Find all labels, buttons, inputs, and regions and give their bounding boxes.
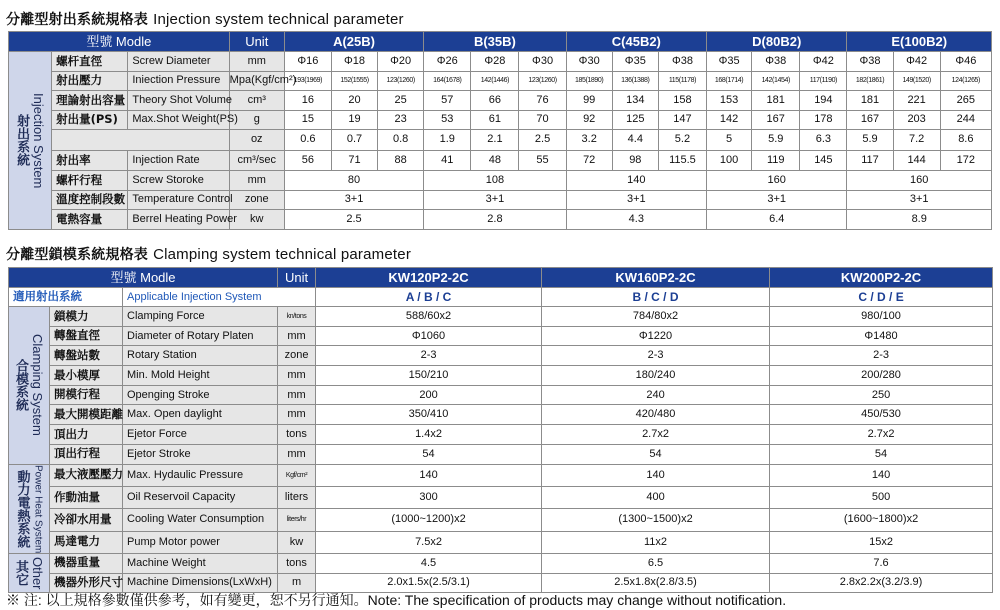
- injection-value-cell: 193(1969): [284, 71, 331, 91]
- injection-row-label-cn: 螺杆行程: [52, 171, 128, 191]
- injection-title-cn: 分離型射出系統規格表: [6, 12, 148, 28]
- injection-value-cell: 134: [612, 91, 658, 111]
- injection-value-cell: Φ38: [752, 52, 800, 72]
- injection-value-cell: 167: [847, 110, 893, 130]
- injection-value-cell: 5.9: [752, 130, 800, 151]
- clamping-value-cell: 2-3: [542, 346, 770, 366]
- clamping-model-2: KW200P2-2C: [770, 268, 993, 288]
- injection-value-cell: Φ38: [658, 52, 706, 72]
- clamping-value-cell: 240: [542, 385, 770, 405]
- clamping-row-label-en: Min. Mold Height: [123, 366, 278, 386]
- table-row: [9, 346, 993, 366]
- injection-value-cell: 181: [752, 91, 800, 111]
- injection-row-unit: oz: [229, 130, 284, 151]
- injection-row-unit: Mpa(Kgf/cm²): [229, 71, 284, 91]
- table-row: [9, 405, 993, 425]
- clamping-row-label-cn: 機器重量: [50, 553, 123, 573]
- injection-row-label-cn: 射出壓力: [52, 71, 128, 91]
- injection-value-cell: 2.8: [424, 210, 566, 230]
- clamping-row-unit: m: [278, 573, 316, 593]
- injection-value-cell: 108: [424, 171, 566, 191]
- injection-value-cell: 72: [566, 150, 612, 171]
- injection-value-cell: 76: [519, 91, 566, 111]
- table-row: [9, 307, 993, 327]
- injection-value-cell: 221: [893, 91, 940, 111]
- clamping-group-label-0: [9, 307, 50, 465]
- clamping-row-label-cn: 作動油量: [50, 486, 123, 508]
- injection-model-3: D(80B2): [707, 32, 847, 52]
- clamping-row-label-cn: 冷卻水用量: [50, 509, 123, 531]
- clamping-value-cell: 200/280: [770, 366, 993, 386]
- injection-value-cell: 172: [940, 150, 991, 171]
- injection-value-cell: 3+1: [284, 190, 423, 210]
- clamping-group-en: Other: [30, 556, 45, 590]
- table-row: [9, 444, 993, 464]
- clamping-header-row: [9, 268, 993, 288]
- injection-value-cell: Φ42: [800, 52, 847, 72]
- injection-row-label-cn: 理論射出容量: [52, 91, 128, 111]
- clamping-row-label-en: Ejetor Stroke: [123, 444, 278, 464]
- clamping-spec-table: [8, 267, 993, 593]
- clamping-row-label-en: Max. Open daylight: [123, 405, 278, 425]
- injection-value-cell: 124(1265): [940, 71, 991, 91]
- injection-value-cell: 92: [566, 110, 612, 130]
- clamping-row-label-cn: 頂出行程: [50, 444, 123, 464]
- clamping-row-label-en: Cooling Water Consumption: [123, 509, 278, 531]
- clamping-value-cell: 2.5x1.8x(2.8/3.5): [542, 573, 770, 593]
- injection-section-title: [6, 9, 404, 29]
- table-row: [9, 486, 993, 508]
- injection-title-en: Injection system technical parameter: [153, 11, 404, 28]
- clamping-value-cell: (1300~1500)x2: [542, 509, 770, 531]
- injection-group-label: [9, 52, 52, 230]
- injection-model-label: 型號 Modle: [9, 32, 230, 52]
- table-row: [9, 91, 992, 111]
- clamping-value-cell: 140: [542, 464, 770, 486]
- clamping-value-cell: 2.8x2.2x(3.2/3.9): [770, 573, 993, 593]
- injection-value-cell: Φ16: [284, 52, 331, 72]
- injection-value-cell: 66: [471, 91, 519, 111]
- clamping-value-cell: Φ1060: [316, 326, 542, 346]
- injection-value-cell: 194: [800, 91, 847, 111]
- table-row: [9, 509, 993, 531]
- injection-model-1: B(35B): [424, 32, 566, 52]
- injection-value-cell: 55: [519, 150, 566, 171]
- injection-row-label-cn: 螺杆直徑: [52, 52, 128, 72]
- clamping-value-cell: 420/480: [542, 405, 770, 425]
- table-row: [9, 210, 992, 230]
- clamping-value-cell: 11x2: [542, 531, 770, 553]
- clamping-row-label-en: Diameter of Rotary Platen: [123, 326, 278, 346]
- clamping-model-label: 型號 Modle: [9, 268, 278, 288]
- injection-value-cell: 0.7: [331, 130, 377, 151]
- injection-row-unit: cm³: [229, 91, 284, 111]
- clamping-value-cell: 150/210: [316, 366, 542, 386]
- clamping-row-label-cn: 馬達電力: [50, 531, 123, 553]
- injection-value-cell: 125: [612, 110, 658, 130]
- clamping-row-unit: tons: [278, 553, 316, 573]
- injection-group-wrap: [9, 93, 51, 188]
- clamping-row-unit: mm: [278, 444, 316, 464]
- clamping-row-label-cn: 機器外形尺寸: [50, 573, 123, 593]
- injection-value-cell: 5.2: [658, 130, 706, 151]
- clamping-value-cell: 980/100: [770, 307, 993, 327]
- clamping-group-cn: 合模系統: [13, 359, 28, 412]
- injection-value-cell: 149(1520): [893, 71, 940, 91]
- injection-value-cell: Φ46: [940, 52, 991, 72]
- injection-value-cell: 185(1890): [566, 71, 612, 91]
- injection-value-cell: 115(1178): [658, 71, 706, 91]
- clamping-row-label-en: Openging Stroke: [123, 385, 278, 405]
- clamping-group-cn: 動力電熱系統: [14, 469, 30, 548]
- injection-value-cell: 142: [707, 110, 752, 130]
- injection-value-cell: 70: [519, 110, 566, 130]
- injection-value-cell: 15: [284, 110, 331, 130]
- injection-value-cell: 98: [612, 150, 658, 171]
- table-row: [9, 385, 993, 405]
- injection-value-cell: 181: [847, 91, 893, 111]
- applicable-injection-row: [9, 288, 993, 307]
- clamping-row-label-cn: 轉盤站數: [50, 346, 123, 366]
- table-row: [9, 52, 992, 72]
- clamping-value-cell: 450/530: [770, 405, 993, 425]
- injection-value-cell: 3+1: [566, 190, 706, 210]
- clamping-row-unit: mm: [278, 385, 316, 405]
- injection-value-cell: 53: [424, 110, 471, 130]
- injection-value-cell: 6.3: [800, 130, 847, 151]
- injection-row-label-en: Theory Shot Volume: [128, 91, 229, 111]
- injection-value-cell: 61: [471, 110, 519, 130]
- injection-value-cell: 57: [424, 91, 471, 111]
- injection-value-cell: 160: [847, 171, 992, 191]
- injection-value-cell: 117: [847, 150, 893, 171]
- clamping-row-unit: kn/tons: [278, 307, 316, 327]
- clamping-value-cell: 54: [770, 444, 993, 464]
- table-row: [9, 71, 992, 91]
- table-row: [9, 150, 992, 171]
- clamping-group-label-1: [9, 464, 50, 553]
- clamping-group-en: Power Heat System: [32, 464, 44, 553]
- clamping-value-cell: Φ1220: [542, 326, 770, 346]
- injection-value-cell: Φ35: [612, 52, 658, 72]
- injection-value-cell: 119: [752, 150, 800, 171]
- clamping-model-1: KW160P2-2C: [542, 268, 770, 288]
- clamping-row-label-en: Machine Dimensions(LxWxH): [123, 573, 278, 593]
- injection-value-cell: 142(1454): [752, 71, 800, 91]
- injection-group-en: Injection System: [31, 92, 47, 188]
- injection-row-unit: mm: [229, 52, 284, 72]
- clamping-value-cell: 54: [316, 444, 542, 464]
- injection-row-unit: mm: [229, 171, 284, 191]
- table-row: [9, 425, 993, 445]
- injection-value-cell: 2.1: [471, 130, 519, 151]
- injection-value-cell: 99: [566, 91, 612, 111]
- injection-value-cell: 153: [707, 91, 752, 111]
- applicable-value-2: C / D / E: [770, 288, 993, 307]
- clamping-value-cell: 2.7x2: [542, 425, 770, 445]
- injection-value-cell: 152(1555): [331, 71, 377, 91]
- clamping-value-cell: 784/80x2: [542, 307, 770, 327]
- injection-value-cell: 3+1: [847, 190, 992, 210]
- clamping-title-en: Clamping system technical parameter: [153, 246, 412, 263]
- clamping-row-unit: Kgf/cm²: [278, 464, 316, 486]
- injection-value-cell: 115.5: [658, 150, 706, 171]
- injection-value-cell: 142(1446): [471, 71, 519, 91]
- injection-value-cell: 16: [284, 91, 331, 111]
- applicable-value-1: B / C / D: [542, 288, 770, 307]
- injection-value-cell: 23: [378, 110, 424, 130]
- injection-unit-label: Unit: [229, 32, 284, 52]
- clamping-row-unit: mm: [278, 366, 316, 386]
- injection-row-label-cn: 射出率: [52, 150, 128, 171]
- injection-value-cell: 3.2: [566, 130, 612, 151]
- clamping-value-cell: 1.4x2: [316, 425, 542, 445]
- injection-value-cell: 1.9: [424, 130, 471, 151]
- injection-value-cell: Φ18: [331, 52, 377, 72]
- clamping-row-unit: mm: [278, 405, 316, 425]
- clamping-row-label-en: Oil Reservoil Capacity: [123, 486, 278, 508]
- injection-value-cell: 56: [284, 150, 331, 171]
- injection-value-cell: 140: [566, 171, 706, 191]
- injection-value-cell: 3+1: [424, 190, 566, 210]
- injection-value-cell: 4.3: [566, 210, 706, 230]
- applicable-label-cn: 適用射出系統: [9, 288, 123, 307]
- injection-row-unit: cm³/sec: [229, 150, 284, 171]
- injection-value-cell: 123(1260): [519, 71, 566, 91]
- clamping-row-label-cn: 最大開模距離: [50, 405, 123, 425]
- injection-row-unit: g: [229, 110, 284, 130]
- table-row: [9, 110, 992, 130]
- table-row: [9, 326, 993, 346]
- injection-value-cell: Φ28: [471, 52, 519, 72]
- clamping-model-0: KW120P2-2C: [316, 268, 542, 288]
- clamping-value-cell: 350/410: [316, 405, 542, 425]
- clamping-row-label-cn: 最小模厚: [50, 366, 123, 386]
- injection-value-cell: Φ30: [519, 52, 566, 72]
- injection-value-cell: 145: [800, 150, 847, 171]
- clamping-value-cell: 500: [770, 486, 993, 508]
- injection-value-cell: Φ38: [847, 52, 893, 72]
- injection-value-cell: Φ42: [893, 52, 940, 72]
- injection-value-cell: 88: [378, 150, 424, 171]
- injection-row-label-en: Berrel Heating Power: [128, 210, 229, 230]
- injection-value-cell: Φ26: [424, 52, 471, 72]
- injection-value-cell: 144: [893, 150, 940, 171]
- clamping-row-label-en: Pump Motor power: [123, 531, 278, 553]
- clamping-row-label-cn: 鎖模力: [50, 307, 123, 327]
- applicable-label-en: Applicable Injection System: [123, 288, 316, 307]
- injection-value-cell: 5.9: [847, 130, 893, 151]
- injection-row-label-en: Temperature Control: [128, 190, 229, 210]
- injection-row-label-en: Injection Rate: [128, 150, 229, 171]
- clamping-value-cell: 140: [316, 464, 542, 486]
- injection-value-cell: 244: [940, 110, 991, 130]
- clamping-value-cell: 588/60x2: [316, 307, 542, 327]
- injection-header-row: [9, 32, 992, 52]
- clamping-value-cell: 180/240: [542, 366, 770, 386]
- clamping-value-cell: (1600~1800)x2: [770, 509, 993, 531]
- injection-value-cell: 20: [331, 91, 377, 111]
- clamping-group-wrap: [9, 334, 49, 436]
- injection-value-cell: 25: [378, 91, 424, 111]
- table-row: [9, 531, 993, 553]
- clamping-row-unit: liters/hr: [278, 509, 316, 531]
- footnote: ※ 注: 以上規格參數僅供參考，如有變更，恕不另行通知。Note: The specification of products may change without notification.: [6, 592, 787, 608]
- clamping-value-cell: Φ1480: [770, 326, 993, 346]
- injection-value-cell: 0.8: [378, 130, 424, 151]
- clamping-value-cell: 300: [316, 486, 542, 508]
- clamping-value-cell: 2.7x2: [770, 425, 993, 445]
- table-row: [9, 366, 993, 386]
- clamping-row-label-cn: 最大液壓壓力: [50, 464, 123, 486]
- injection-value-cell: 147: [658, 110, 706, 130]
- injection-value-cell: Φ20: [378, 52, 424, 72]
- injection-value-cell: 158: [658, 91, 706, 111]
- clamping-value-cell: 54: [542, 444, 770, 464]
- clamping-row-label-en: Ejetor Force: [123, 425, 278, 445]
- injection-row-label-empty: [52, 130, 230, 151]
- clamping-value-cell: 250: [770, 385, 993, 405]
- clamping-row-label-en: Clamping Force: [123, 307, 278, 327]
- injection-value-cell: 71: [331, 150, 377, 171]
- injection-value-cell: 164(1678): [424, 71, 471, 91]
- injection-value-cell: 123(1260): [378, 71, 424, 91]
- table-row: [9, 464, 993, 486]
- injection-value-cell: Φ35: [707, 52, 752, 72]
- clamping-row-label-en: Rotary Station: [123, 346, 278, 366]
- clamping-row-label-cn: 轉盤直徑: [50, 326, 123, 346]
- clamping-group-en: Clamping System: [30, 334, 45, 437]
- clamping-value-cell: 2.0x1.5x(2.5/3.1): [316, 573, 542, 593]
- injection-value-cell: 265: [940, 91, 991, 111]
- injection-spec-table: [8, 31, 992, 230]
- injection-value-cell: 4.4: [612, 130, 658, 151]
- injection-model-0: A(25B): [284, 32, 423, 52]
- injection-value-cell: 100: [707, 150, 752, 171]
- clamping-title-cn: 分離型鎖模系統規格表: [6, 247, 148, 263]
- injection-row-label-en: Max.Shot Weight(PS): [128, 110, 229, 130]
- injection-row-label-cn: 射出量(PS): [52, 110, 128, 130]
- clamping-row-unit: kw: [278, 531, 316, 553]
- clamping-group-label-2: [9, 553, 50, 592]
- injection-value-cell: 6.4: [707, 210, 847, 230]
- clamping-value-cell: 400: [542, 486, 770, 508]
- clamping-unit-label: Unit: [278, 268, 316, 288]
- injection-value-cell: 2.5: [519, 130, 566, 151]
- clamping-section-title: [6, 244, 411, 264]
- injection-value-cell: 182(1861): [847, 71, 893, 91]
- injection-value-cell: 8.9: [847, 210, 992, 230]
- clamping-value-cell: 2-3: [770, 346, 993, 366]
- injection-value-cell: 168(1714): [707, 71, 752, 91]
- clamping-row-unit: mm: [278, 326, 316, 346]
- injection-row-unit: kw: [229, 210, 284, 230]
- clamping-row-unit: zone: [278, 346, 316, 366]
- injection-group-cn: 射出系統: [14, 114, 30, 167]
- injection-row-label-en: Iniection Pressure: [128, 71, 229, 91]
- injection-row-label-cn: 電熱容量: [52, 210, 128, 230]
- clamping-row-unit: tons: [278, 425, 316, 445]
- clamping-row-label-en: Machine Weight: [123, 553, 278, 573]
- clamping-row-unit: liters: [278, 486, 316, 508]
- injection-value-cell: 178: [800, 110, 847, 130]
- injection-value-cell: 2.5: [284, 210, 423, 230]
- clamping-group-wrap: [9, 557, 49, 590]
- injection-row-label-en: Screw Storoke: [128, 171, 229, 191]
- injection-value-cell: 160: [707, 171, 847, 191]
- clamping-row-label-cn: 頂出力: [50, 425, 123, 445]
- table-row: [9, 130, 992, 151]
- injection-value-cell: 167: [752, 110, 800, 130]
- clamping-value-cell: 140: [770, 464, 993, 486]
- clamping-value-cell: (1000~1200)x2: [316, 509, 542, 531]
- injection-value-cell: Φ30: [566, 52, 612, 72]
- injection-value-cell: 8.6: [940, 130, 991, 151]
- clamping-row-label-en: Max. Hydaulic Pressure: [123, 464, 278, 486]
- clamping-value-cell: 7.5x2: [316, 531, 542, 553]
- clamping-value-cell: 4.5: [316, 553, 542, 573]
- table-row: [9, 171, 992, 191]
- injection-row-unit: zone: [229, 190, 284, 210]
- injection-value-cell: 48: [471, 150, 519, 171]
- injection-value-cell: 80: [284, 171, 423, 191]
- clamping-row-label-cn: 開模行程: [50, 385, 123, 405]
- clamping-group-cn: 其它: [13, 560, 28, 587]
- table-row: [9, 190, 992, 210]
- table-row: [9, 553, 993, 573]
- injection-row-label-cn: 溫度控制段數: [52, 190, 128, 210]
- clamping-value-cell: 200: [316, 385, 542, 405]
- injection-value-cell: 41: [424, 150, 471, 171]
- injection-value-cell: 117(1190): [800, 71, 847, 91]
- injection-value-cell: 0.6: [284, 130, 331, 151]
- injection-model-2: C(45B2): [566, 32, 706, 52]
- injection-value-cell: 3+1: [707, 190, 847, 210]
- injection-value-cell: 5: [707, 130, 752, 151]
- applicable-value-0: A / B / C: [316, 288, 542, 307]
- injection-row-label-en: Screw Diameter: [128, 52, 229, 72]
- clamping-value-cell: 7.6: [770, 553, 993, 573]
- injection-value-cell: 19: [331, 110, 377, 130]
- clamping-group-wrap: [9, 465, 49, 553]
- injection-value-cell: 136(1388): [612, 71, 658, 91]
- injection-model-4: E(100B2): [847, 32, 992, 52]
- clamping-value-cell: 15x2: [770, 531, 993, 553]
- clamping-value-cell: 2-3: [316, 346, 542, 366]
- injection-value-cell: 203: [893, 110, 940, 130]
- clamping-value-cell: 6.5: [542, 553, 770, 573]
- injection-value-cell: 7.2: [893, 130, 940, 151]
